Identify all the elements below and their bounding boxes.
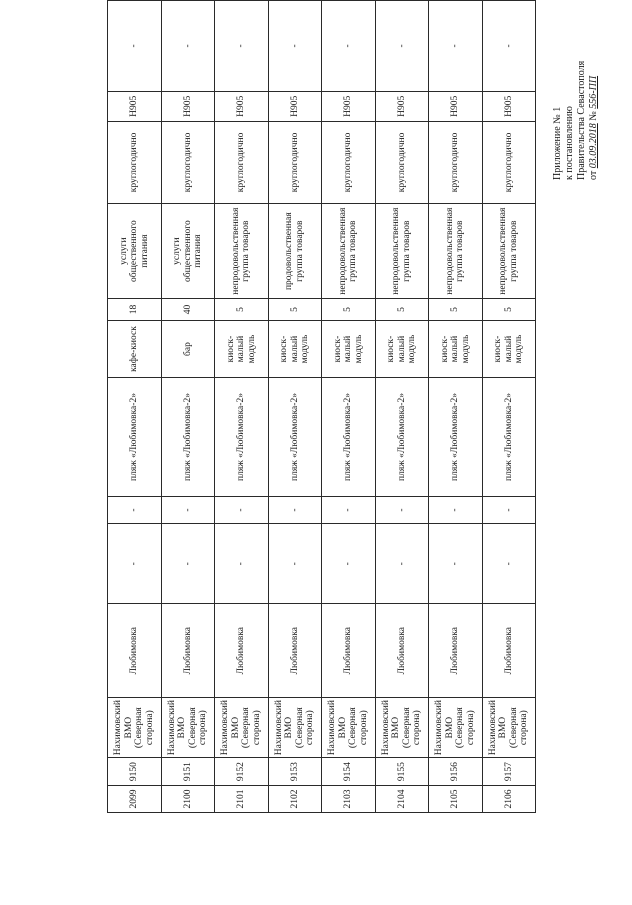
- table-row: [482, 1, 536, 813]
- area-cell: 5: [215, 299, 269, 321]
- district-cell: Нахимовский ВМО (Северная сторона): [482, 698, 536, 758]
- column-6-cell: -: [375, 496, 429, 523]
- place-cell: Любимовка: [375, 604, 429, 698]
- site-code: 9154: [322, 758, 376, 786]
- object-type-cell: киоск-малый модуль: [322, 320, 376, 377]
- row-number: 2103: [322, 786, 376, 813]
- header-line-2: к постановлению: [564, 106, 575, 180]
- location-cell: пляж «Любимовка-2»: [108, 378, 162, 497]
- location-cell: пляж «Любимовка-2»: [429, 378, 483, 497]
- district-cell: Нахимовский ВМО (Северная сторона): [108, 698, 162, 758]
- object-type-cell: бар: [161, 320, 215, 377]
- column-6-cell: -: [161, 496, 215, 523]
- object-type-cell: киоск-малый модуль: [482, 320, 536, 377]
- district-cell: Нахимовский ВМО (Северная сторона): [268, 698, 322, 758]
- place-cell: Любимовка: [108, 604, 162, 698]
- location-cell: пляж «Любимовка-2»: [268, 378, 322, 497]
- zone-code-cell: Н905: [161, 91, 215, 121]
- number-prefix: №: [588, 111, 599, 121]
- location-cell: пляж «Любимовка-2»: [161, 378, 215, 497]
- table-row: [268, 1, 322, 813]
- row-number: 2105: [429, 786, 483, 813]
- period-cell: круглогодично: [429, 121, 483, 203]
- row-number: 2100: [161, 786, 215, 813]
- place-cell: Любимовка: [322, 604, 376, 698]
- zone-code-cell: Н905: [429, 91, 483, 121]
- district-cell: Нахимовский ВМО (Северная сторона): [375, 698, 429, 758]
- site-code: 9152: [215, 758, 269, 786]
- specialization-cell: непродовольственная группа товаров: [375, 204, 429, 299]
- location-cell: пляж «Любимовка-2»: [322, 378, 376, 497]
- row-number: 2099: [108, 786, 162, 813]
- object-type-cell: киоск-малый модуль: [375, 320, 429, 377]
- zone-code-cell: Н905: [108, 91, 162, 121]
- row-number: 2102: [268, 786, 322, 813]
- column-6-cell: -: [322, 496, 376, 523]
- district-cell: Нахимовский ВМО (Северная сторона): [322, 698, 376, 758]
- period-cell: круглогодично: [215, 121, 269, 203]
- district-cell: Нахимовский ВМО (Северная сторона): [215, 698, 269, 758]
- specialization-cell: продовольственная группа товаров: [268, 204, 322, 299]
- document-header: [552, 61, 600, 180]
- object-type-cell: киоск-малый модуль: [268, 320, 322, 377]
- specialization-cell: непродовольственная группа товаров: [482, 204, 536, 299]
- decree-number: 556-ПП: [588, 75, 599, 109]
- column-6-cell: -: [482, 496, 536, 523]
- column-5-cell: -: [482, 524, 536, 604]
- column-5-cell: -: [215, 524, 269, 604]
- place-cell: Любимовка: [429, 604, 483, 698]
- table-row: [108, 1, 162, 813]
- zone-code-cell: Н905: [322, 91, 376, 121]
- location-cell: пляж «Любимовка-2»: [375, 378, 429, 497]
- specialization-cell: услуги общественного питания: [108, 204, 162, 299]
- district-cell: Нахимовский ВМО (Северная сторона): [161, 698, 215, 758]
- column-5-cell: -: [322, 524, 376, 604]
- column-13-cell: -: [215, 1, 269, 92]
- column-5-cell: -: [161, 524, 215, 604]
- period-cell: круглогодично: [482, 121, 536, 203]
- column-13-cell: -: [429, 1, 483, 92]
- column-6-cell: -: [429, 496, 483, 523]
- register-table: [107, 0, 536, 813]
- table-row: [215, 1, 269, 813]
- period-cell: круглогодично: [268, 121, 322, 203]
- table-row: [429, 1, 483, 813]
- row-number: 2101: [215, 786, 269, 813]
- table-row: [322, 1, 376, 813]
- specialization-cell: непродовольственная группа товаров: [322, 204, 376, 299]
- site-code: 9157: [482, 758, 536, 786]
- column-13-cell: -: [108, 1, 162, 92]
- column-6-cell: -: [108, 496, 162, 523]
- table-row: [375, 1, 429, 813]
- district-cell: Нахимовский ВМО (Северная сторона): [429, 698, 483, 758]
- area-cell: 5: [268, 299, 322, 321]
- place-cell: Любимовка: [215, 604, 269, 698]
- column-13-cell: -: [375, 1, 429, 92]
- object-type-cell: кафе-киоск: [108, 320, 162, 377]
- place-cell: Любимовка: [268, 604, 322, 698]
- specialization-cell: услуги общественного питания: [161, 204, 215, 299]
- site-code: 9150: [108, 758, 162, 786]
- area-cell: 5: [375, 299, 429, 321]
- place-cell: Любимовка: [482, 604, 536, 698]
- column-6-cell: -: [268, 496, 322, 523]
- table-row: [161, 1, 215, 813]
- column-13-cell: -: [161, 1, 215, 92]
- period-cell: круглогодично: [375, 121, 429, 203]
- object-type-cell: киоск-малый модуль: [215, 320, 269, 377]
- site-code: 9153: [268, 758, 322, 786]
- object-type-cell: киоск-малый модуль: [429, 320, 483, 377]
- period-cell: круглогодично: [322, 121, 376, 203]
- site-code: 9151: [161, 758, 215, 786]
- area-cell: 5: [322, 299, 376, 321]
- specialization-cell: непродовольственная группа товаров: [429, 204, 483, 299]
- zone-code-cell: Н905: [268, 91, 322, 121]
- column-5-cell: -: [429, 524, 483, 604]
- period-cell: круглогодично: [108, 121, 162, 203]
- specialization-cell: непродовольственная группа товаров: [215, 204, 269, 299]
- area-cell: 5: [482, 299, 536, 321]
- area-cell: 40: [161, 299, 215, 321]
- header-line-4: [588, 61, 600, 180]
- column-13-cell: -: [482, 1, 536, 92]
- header-line-3: Правительства Севастополя: [576, 60, 587, 180]
- header-line-1: Приложение № 1: [552, 106, 563, 180]
- decree-date: 03.09.2018: [588, 123, 599, 169]
- column-5-cell: -: [108, 524, 162, 604]
- row-number: 2104: [375, 786, 429, 813]
- place-cell: Любимовка: [161, 604, 215, 698]
- zone-code-cell: Н905: [482, 91, 536, 121]
- column-13-cell: -: [268, 1, 322, 92]
- site-code: 9155: [375, 758, 429, 786]
- location-cell: пляж «Любимовка-2»: [215, 378, 269, 497]
- location-cell: пляж «Любимовка-2»: [482, 378, 536, 497]
- area-cell: 5: [429, 299, 483, 321]
- row-number: 2106: [482, 786, 536, 813]
- column-6-cell: -: [215, 496, 269, 523]
- date-prefix: от: [588, 170, 599, 180]
- site-code: 9156: [429, 758, 483, 786]
- column-5-cell: -: [375, 524, 429, 604]
- period-cell: круглогодично: [161, 121, 215, 203]
- column-5-cell: -: [268, 524, 322, 604]
- zone-code-cell: Н905: [215, 91, 269, 121]
- column-13-cell: -: [322, 1, 376, 92]
- area-cell: 18: [108, 299, 162, 321]
- zone-code-cell: Н905: [375, 91, 429, 121]
